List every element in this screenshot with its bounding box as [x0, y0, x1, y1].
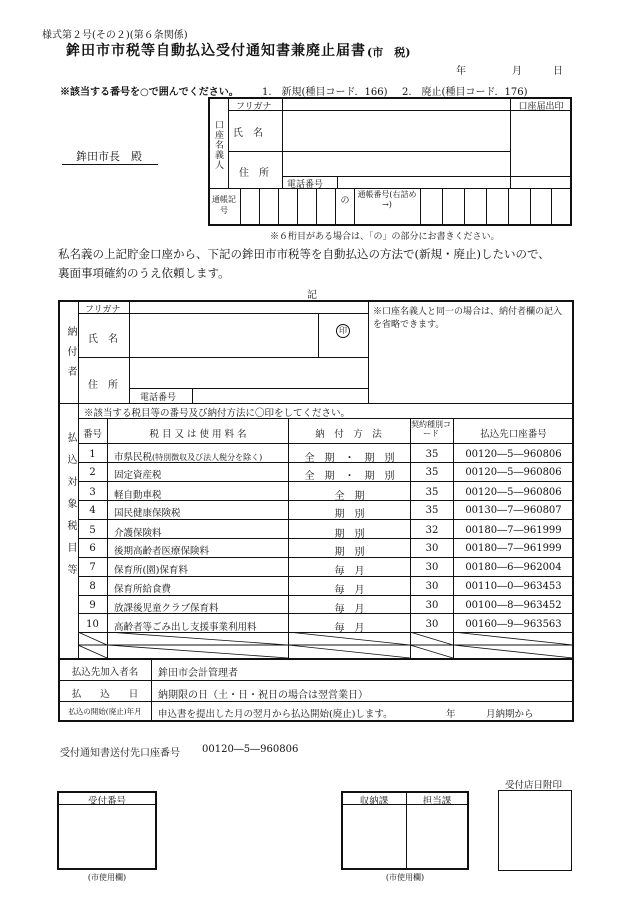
row-item: 介護保険料	[114, 528, 162, 539]
payer-address-field[interactable]	[130, 358, 368, 388]
tax-section-label: 払込対象税目等	[65, 432, 76, 586]
receipt-no-label: 受付番号	[87, 796, 126, 807]
seal-field[interactable]	[511, 111, 571, 176]
row-no: 2	[89, 467, 96, 478]
row-account: 00180―7―961999	[465, 525, 562, 536]
row-no: 4	[89, 505, 96, 516]
passbook-code-field[interactable]	[241, 189, 335, 225]
row-code: 30	[425, 562, 439, 573]
row-item: 保育所給食費	[114, 584, 172, 595]
furigana-label: フリガナ	[236, 102, 272, 112]
notice-account-value: 00120―5―960806	[202, 744, 299, 755]
row-code: 30	[425, 600, 439, 611]
row-no: 10	[86, 619, 99, 630]
passbook-code-label: 通帳記号	[212, 195, 236, 215]
row-method[interactable]: 期 別	[334, 509, 365, 520]
row-method[interactable]: 期 別	[334, 529, 365, 540]
row-item-text: 市県民税	[114, 452, 153, 463]
row-item: 放課後児童クラブ保育料	[114, 603, 219, 614]
holder-phone-label: 電話番号	[287, 180, 324, 190]
payer-phone-field[interactable]	[193, 389, 368, 403]
tax-instruction: ※該当する税目等の番号及び納付方法に〇印をしてください。	[84, 408, 351, 419]
addressee-underline	[62, 164, 158, 165]
row-item: 高齢者等ごみ出し支援事業利用料	[114, 622, 257, 633]
header-method: 納 付 方 法	[315, 429, 382, 440]
row-method[interactable]: 毎 月	[334, 604, 365, 615]
payer-furigana-label: フリガナ	[85, 305, 121, 315]
holder-name-field[interactable]	[282, 111, 510, 151]
payer-name-field[interactable]	[130, 314, 318, 357]
start-label: 払込の開始(廃止)年月	[68, 707, 142, 716]
row-no: 9	[89, 600, 96, 611]
date-day: 日	[553, 66, 563, 77]
notice-account-label: 受付通知書送付先口座番号	[60, 748, 180, 759]
payment-day-value: 納期限の日（土・日・祝日の場合は翌営業日）	[158, 690, 368, 701]
passbook-number-field[interactable]	[421, 189, 571, 225]
holder-address-label: 住 所	[239, 168, 269, 179]
row-account: 00120―5―960806	[465, 449, 562, 460]
row-no: 6	[89, 543, 96, 554]
row-code: 35	[425, 505, 439, 516]
start-value: 申込書を提出した月の翌月から払込開始(廃止)します。	[158, 709, 393, 720]
department-city-use: (市使用欄)	[385, 873, 425, 882]
option-new[interactable]: 1. 新規(種目コード．166)	[262, 87, 388, 98]
row-method[interactable]: 毎 月	[334, 566, 365, 577]
payer-label: 納付者	[65, 326, 76, 386]
header-item: 税 目 又 は 使 用 料 名	[149, 429, 247, 440]
row-code: 35	[425, 487, 439, 498]
form-title: 鉾田市市税等自動払込受付通知書兼廃止届書	[66, 43, 366, 59]
row-no: 8	[89, 581, 96, 592]
row-account: 00120―5―960806	[465, 487, 562, 498]
collection-field[interactable]	[343, 806, 405, 869]
account-holder-label: 口座名義人	[213, 120, 223, 170]
row-item: 軽自動車税	[114, 490, 162, 501]
row-code: 30	[425, 543, 439, 554]
row-code: 35	[425, 467, 439, 478]
no-mark: の	[340, 196, 350, 206]
ki-label: 記	[307, 290, 317, 301]
row-no: 3	[89, 487, 96, 498]
payment-day-label: 払 込 日	[71, 689, 139, 700]
row-no: 7	[89, 562, 96, 573]
row-method[interactable]: 毎 月	[334, 585, 365, 596]
start-month[interactable]: 月納期から	[486, 709, 534, 720]
charge-field[interactable]	[408, 806, 468, 869]
holder-phone-field[interactable]	[338, 177, 510, 188]
holder-address-field[interactable]	[282, 152, 510, 176]
title-suffix: (市 税)	[367, 46, 411, 59]
empty-rows-diagonals	[78, 632, 574, 659]
receipt-no-field[interactable]	[59, 806, 155, 869]
option-cancel[interactable]: 2. 廃止(種目コード．176)	[402, 87, 528, 98]
charge-label: 担当課	[422, 796, 452, 807]
subscriber-label: 払込先加入者名	[71, 667, 139, 678]
seal-label: 口座届出印	[518, 102, 564, 112]
row-account: 00180―7―961999	[465, 543, 562, 554]
payer-phone-label: 電話番号	[140, 393, 177, 403]
receipt-city-use: (市使用欄)	[87, 873, 127, 882]
six-digit-note: ※６桁目がある場合は、「の」の部分にお書きください。	[270, 232, 500, 242]
row-no: 5	[89, 525, 96, 536]
stamp-date-box[interactable]	[498, 790, 572, 871]
row-account: 00160―9―963563	[465, 619, 562, 630]
header-no: 番号	[82, 429, 102, 440]
payer-seal-mark: 印	[336, 324, 350, 338]
row-item: 国民健康保険税	[114, 508, 181, 519]
form-number: 様式第２号(その２)(第６条関係)	[42, 30, 188, 41]
collection-label: 収納課	[359, 796, 389, 807]
select-note: ※該当する番号を○で囲んでください。	[60, 87, 239, 98]
row-method[interactable]: 期 別	[334, 547, 365, 558]
header-account: 払込先口座番号	[480, 429, 547, 440]
request-text-line-1: 私名義の上記貯金口座から、下記の鉾田市市税等を自動払込の方法で(新規・廃止)したいので、	[58, 247, 550, 261]
row-code: 30	[425, 619, 439, 630]
row-account: 00130―7―960807	[465, 505, 562, 516]
row-item: 保育所(園)保育料	[114, 565, 188, 576]
passbook-number-label: 通帳番号(右詰め→)	[357, 190, 417, 209]
holder-name-label: 氏 名	[233, 128, 263, 139]
row-code: 30	[425, 581, 439, 592]
header-code: 契約種別コード	[411, 420, 451, 438]
date-month: 月	[512, 66, 522, 77]
date-year: 年	[456, 66, 466, 77]
row-account: 00120―5―960806	[465, 467, 562, 478]
row-account: 00110―0―963453	[465, 581, 562, 592]
row-method[interactable]: 全 期	[334, 491, 365, 502]
row-no: 1	[89, 449, 96, 460]
row-item	[114, 449, 262, 463]
payer-address-label: 住 所	[88, 380, 118, 391]
payer-name-label: 氏 名	[88, 334, 118, 345]
addressee: 鉾田市長 殿	[76, 150, 142, 163]
stamp-date-label: 受付店日附印	[505, 780, 563, 791]
row-code: 35	[425, 449, 439, 460]
payer-note: ※口座名義人と同一の場合は、納付者欄の記入を省略できます。	[373, 307, 563, 330]
row-item: 固定資産税	[114, 470, 162, 481]
row-method[interactable]: 毎 月	[334, 623, 365, 634]
row-item-note: (特別徴収及び法人税分を除く)	[152, 453, 263, 462]
row-method[interactable]: 全 期 ・ 期 別	[304, 471, 395, 482]
row-code: 32	[425, 525, 439, 536]
row-item: 後期高齢者医療保険料	[114, 546, 210, 557]
row-account: 00180―6―962004	[465, 562, 562, 573]
subscriber-value: 鉾田市会計管理者	[158, 668, 238, 679]
request-text-line-2: 裏面事項確約のうえ依頼します。	[58, 266, 230, 280]
row-account: 00100―8―963452	[465, 600, 562, 611]
row-method[interactable]: 全 期 ・ 期 別	[304, 453, 395, 464]
start-year[interactable]: 年	[446, 709, 456, 720]
